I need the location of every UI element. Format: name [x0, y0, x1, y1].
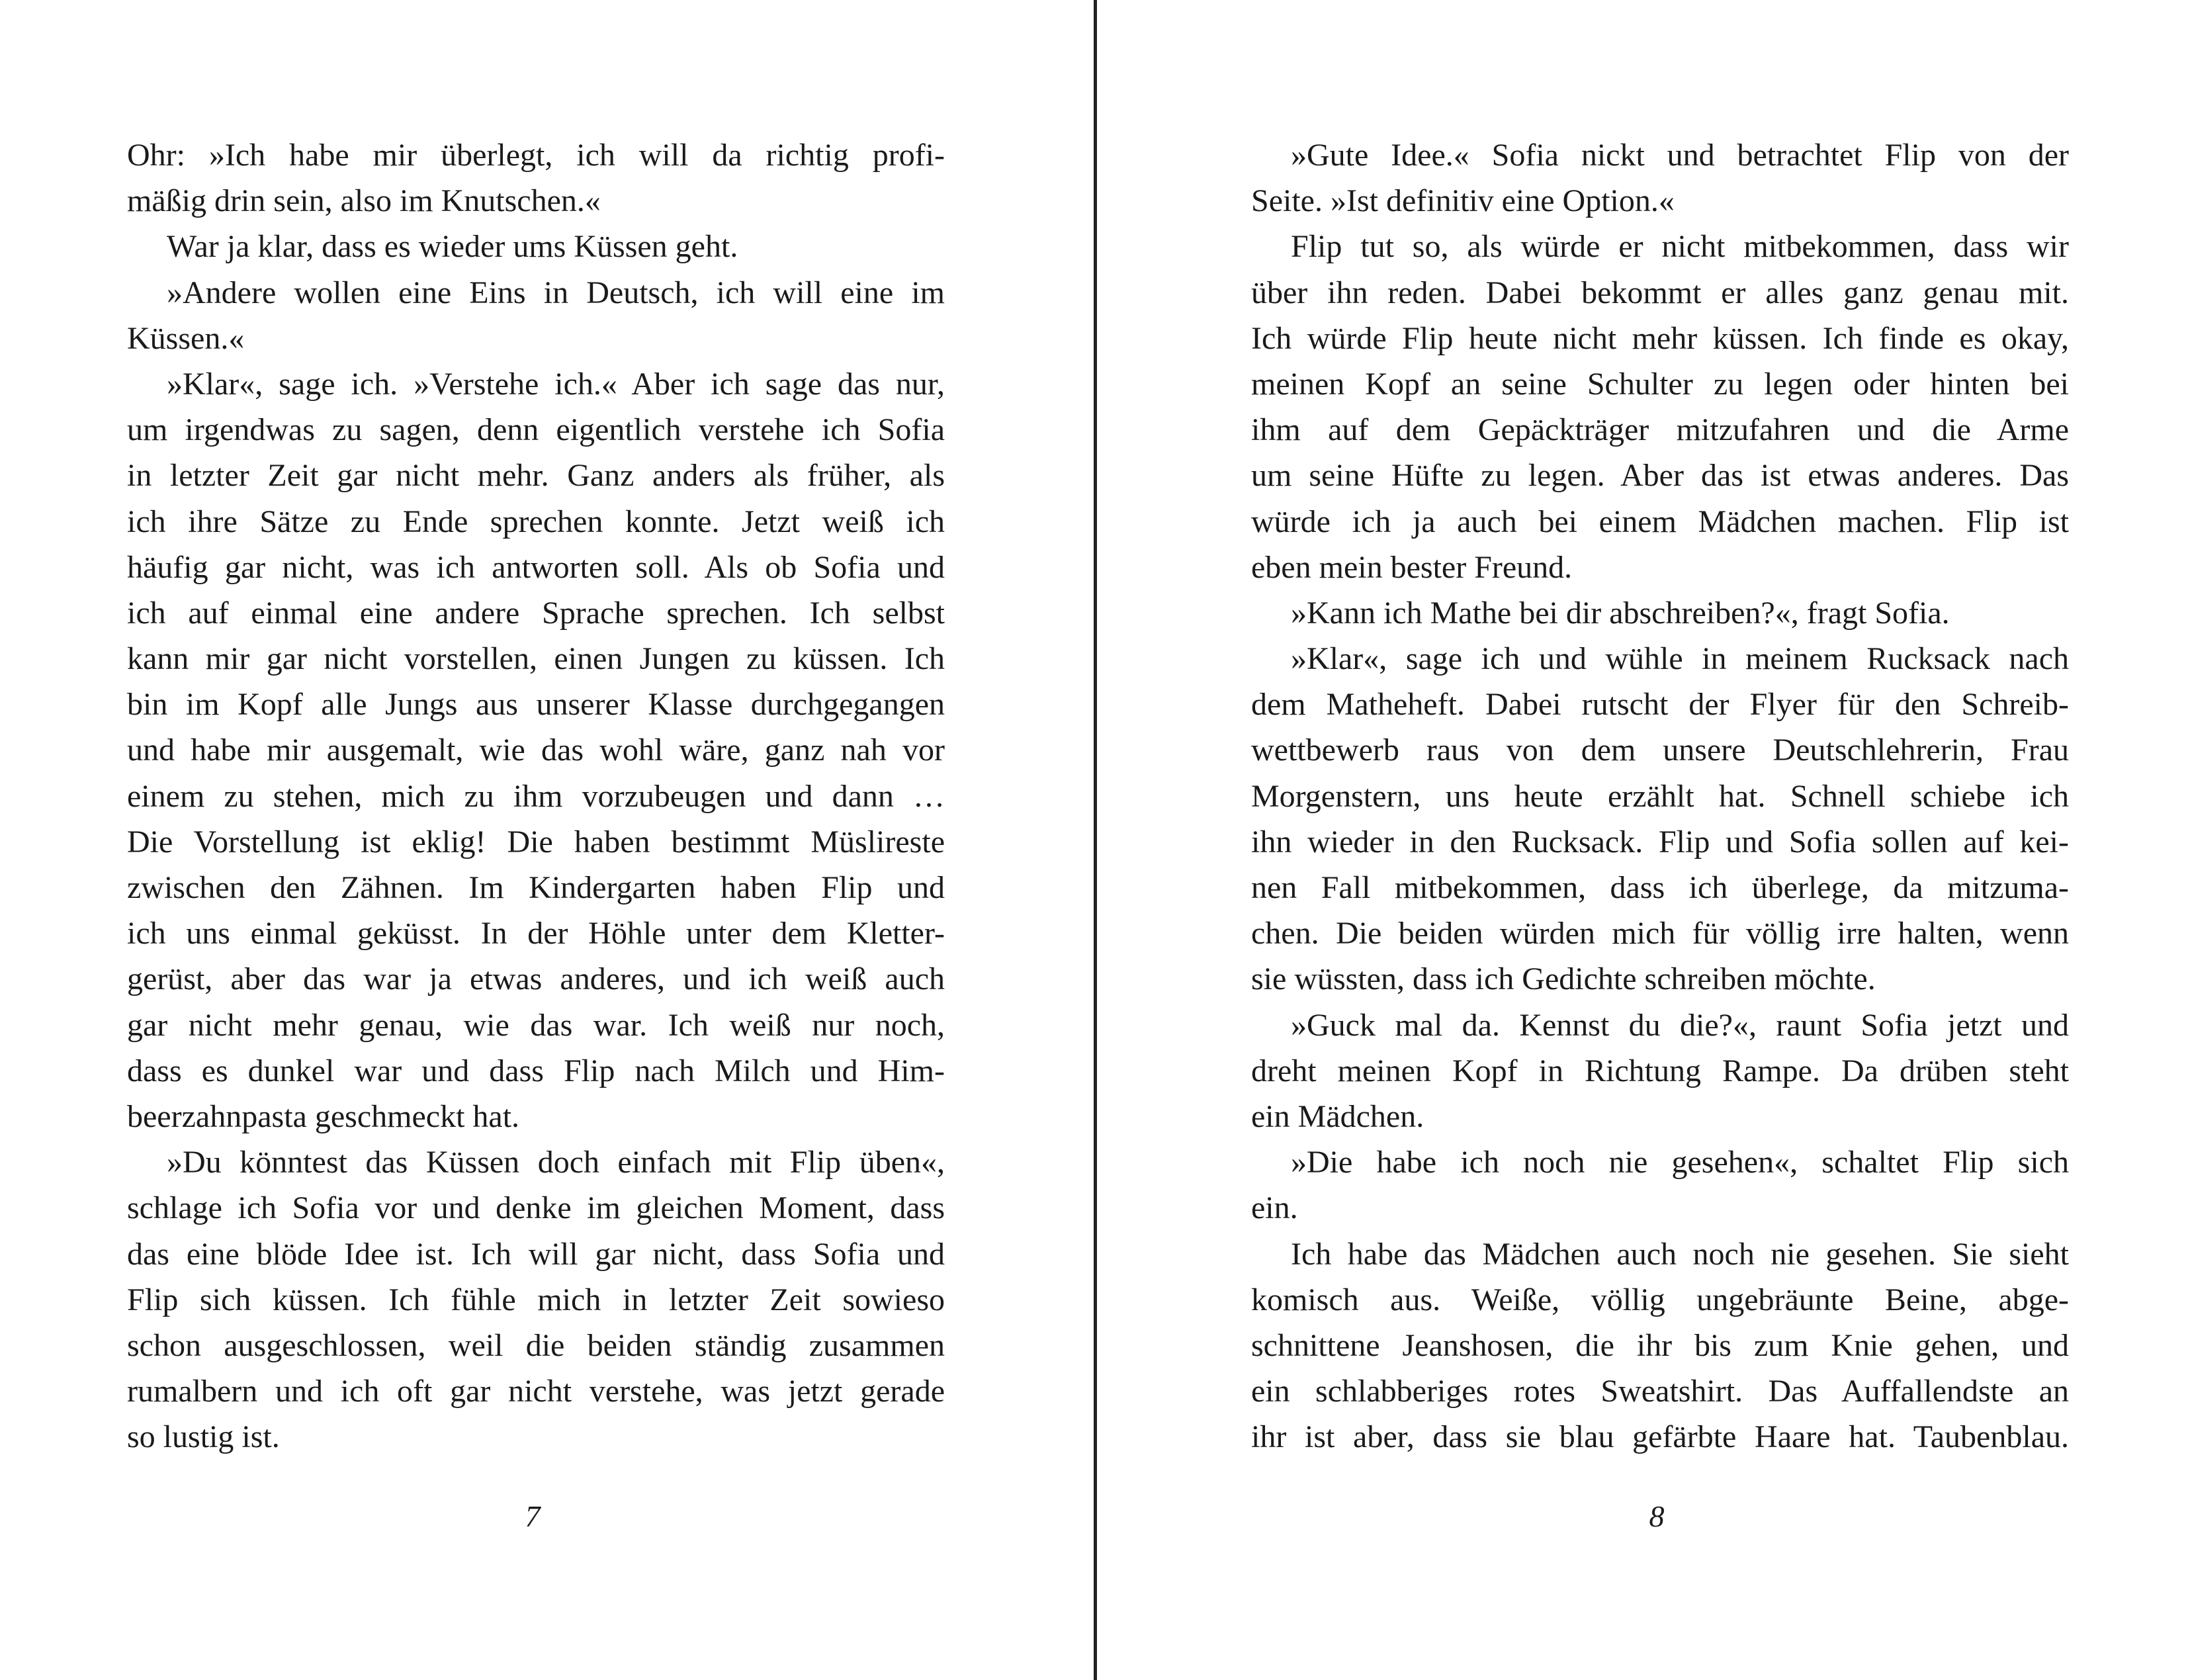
- text-line: ich ihre Sätze zu Ende sprechen konnte. Jetzt weiß ich: [127, 504, 945, 539]
- text-line: kann mir gar nicht vorstellen, einen Jungen zu küssen. Ich: [127, 641, 945, 677]
- text-line: Seite. »Ist definitiv eine Option.«: [1251, 183, 1675, 219]
- text-line: Die Vorstellung ist eklig! Die haben bestimmt Müslireste: [127, 824, 945, 860]
- text-line: ich uns einmal geküsst. In der Höhle unter dem Kletter-: [127, 916, 945, 951]
- text-line: ihm auf dem Gepäckträger mitzufahren und die Arme: [1251, 412, 2069, 448]
- text-line: das eine blöde Idee ist. Ich will gar nicht, dass Sofia und: [127, 1236, 945, 1272]
- text-line: schon ausgeschlossen, weil die beiden ständig zusammen: [127, 1327, 945, 1363]
- text-line: schnittene Jeanshosen, die ihr bis zum Knie gehen, und: [1251, 1327, 2069, 1363]
- text-line: War ja klar, dass es wieder ums Küssen geht.: [167, 229, 738, 265]
- text-line: »Klar«, sage ich und wühle in meinem Rucksack nach: [1291, 641, 2069, 677]
- text-line: Ohr: »Ich habe mir überlegt, ich will da richtig profi-: [127, 138, 945, 173]
- text-line: »Kann ich Mathe bei dir abschreiben?«, fragt Sofia.: [1291, 595, 1950, 631]
- text-line: ein Mädchen.: [1251, 1098, 1424, 1134]
- text-line: sie wüssten, dass ich Gedichte schreiben möchte.: [1251, 961, 1876, 997]
- text-line: dem Matheheft. Dabei rutscht der Flyer für den Schreib-: [1251, 687, 2069, 723]
- text-line: ein.: [1251, 1190, 1298, 1226]
- text-line: wettbewerb raus von dem unsere Deutschlehrerin, Frau: [1251, 732, 2069, 768]
- text-line: komisch aus. Weiße, völlig ungebräunte Beine, abge-: [1251, 1282, 2069, 1317]
- text-line: würde ich ja auch bei einem Mädchen machen. Flip ist: [1251, 504, 2069, 539]
- right-page-text: [1251, 132, 2069, 1460]
- text-line: »Klar«, sage ich. »Verstehe ich.« Aber ich sage das nur,: [167, 366, 945, 402]
- text-line: und habe mir ausgemalt, wie das wohl wäre, ganz nah vor: [127, 732, 945, 768]
- text-line: beerzahnpasta geschmeckt hat.: [127, 1098, 520, 1134]
- left-page-text: [127, 132, 945, 1460]
- text-line: »Gute Idee.« Sofia nickt und betrachtet Flip von der: [1291, 138, 2069, 173]
- text-line: Morgenstern, uns heute erzählt hat. Schnell schiebe ich: [1251, 778, 2069, 814]
- text-line: rumalbern und ich oft gar nicht verstehe, was jetzt gerade: [127, 1374, 945, 1409]
- right-page: [1098, 0, 2188, 1680]
- text-line: dass es dunkel war und dass Flip nach Milch und Him-: [127, 1053, 945, 1088]
- text-line: chen. Die beiden würden mich für völlig irre halten, wenn: [1251, 916, 2069, 951]
- text-line: gerüst, aber das war ja etwas anderes, und ich weiß auch: [127, 961, 945, 997]
- text-line: gar nicht mehr genau, wie das war. Ich weiß nur noch,: [127, 1007, 945, 1043]
- text-line: in letzter Zeit gar nicht mehr. Ganz anders als früher, als: [127, 458, 945, 494]
- text-line: um irgendwas zu sagen, denn eigentlich verstehe ich Sofia: [127, 412, 945, 448]
- text-line: Flip tut so, als würde er nicht mitbekommen, dass wir: [1291, 229, 2069, 265]
- text-line: »Guck mal da. Kennst du die?«, raunt Sofia jetzt und: [1291, 1007, 2069, 1043]
- text-line: ein schlabberiges rotes Sweatshirt. Das Auffallendste an: [1251, 1374, 2069, 1409]
- text-line: um seine Hüfte zu legen. Aber das ist etwas anderes. Das: [1251, 458, 2069, 494]
- text-line: Ich habe das Mädchen auch noch nie gesehen. Sie sieht: [1291, 1236, 2069, 1272]
- text-line: »Die habe ich noch nie gesehen«, schaltet Flip sich: [1291, 1145, 2069, 1180]
- text-line: ich auf einmal eine andere Sprache sprechen. Ich selbst: [127, 595, 945, 631]
- text-line: bin im Kopf alle Jungs aus unserer Klasse durchgegangen: [127, 687, 945, 723]
- text-line: Küssen.«: [127, 320, 245, 356]
- text-line: so lustig ist.: [127, 1419, 280, 1455]
- text-line: mäßig drin sein, also im Knutschen.«: [127, 183, 601, 219]
- text-line: einem zu stehen, mich zu ihm vorzubeugen und dann …: [127, 778, 945, 814]
- text-line: Ich würde Flip heute nicht mehr küssen. Ich finde es okay,: [1251, 320, 2069, 356]
- text-line: »Andere wollen eine Eins in Deutsch, ich will eine im: [167, 275, 945, 310]
- text-line: Flip sich küssen. Ich fühle mich in letzter Zeit sowieso: [127, 1282, 945, 1317]
- text-line: dreht meinen Kopf in Richtung Rampe. Da drüben steht: [1251, 1053, 2069, 1088]
- page-gutter: [1094, 0, 1097, 1680]
- text-line: eben mein bester Freund.: [1251, 549, 1573, 585]
- text-line: meinen Kopf an seine Schulter zu legen oder hinten bei: [1251, 366, 2069, 402]
- text-line: ihn wieder in den Rucksack. Flip und Sofia sollen auf kei-: [1251, 824, 2069, 860]
- text-line: zwischen den Zähnen. Im Kindergarten haben Flip und: [127, 870, 945, 905]
- text-line: häufig gar nicht, was ich antworten soll. Als ob Sofia und: [127, 549, 945, 585]
- text-line: nen Fall mitbekommen, dass ich überlege, da mitzuma-: [1251, 870, 2069, 905]
- text-line: ihr ist aber, dass sie blau gefärbte Haare hat. Taubenblau.: [1251, 1419, 2069, 1455]
- page-number-left: 7: [525, 1499, 541, 1533]
- text-line: schlage ich Sofia vor und denke im gleichen Moment, dass: [127, 1190, 945, 1226]
- page-number-right: 8: [1649, 1499, 1665, 1533]
- text-line: über ihn reden. Dabei bekommt er alles ganz genau mit.: [1251, 275, 2069, 310]
- text-line: »Du könntest das Küssen doch einfach mit Flip üben«,: [167, 1145, 945, 1180]
